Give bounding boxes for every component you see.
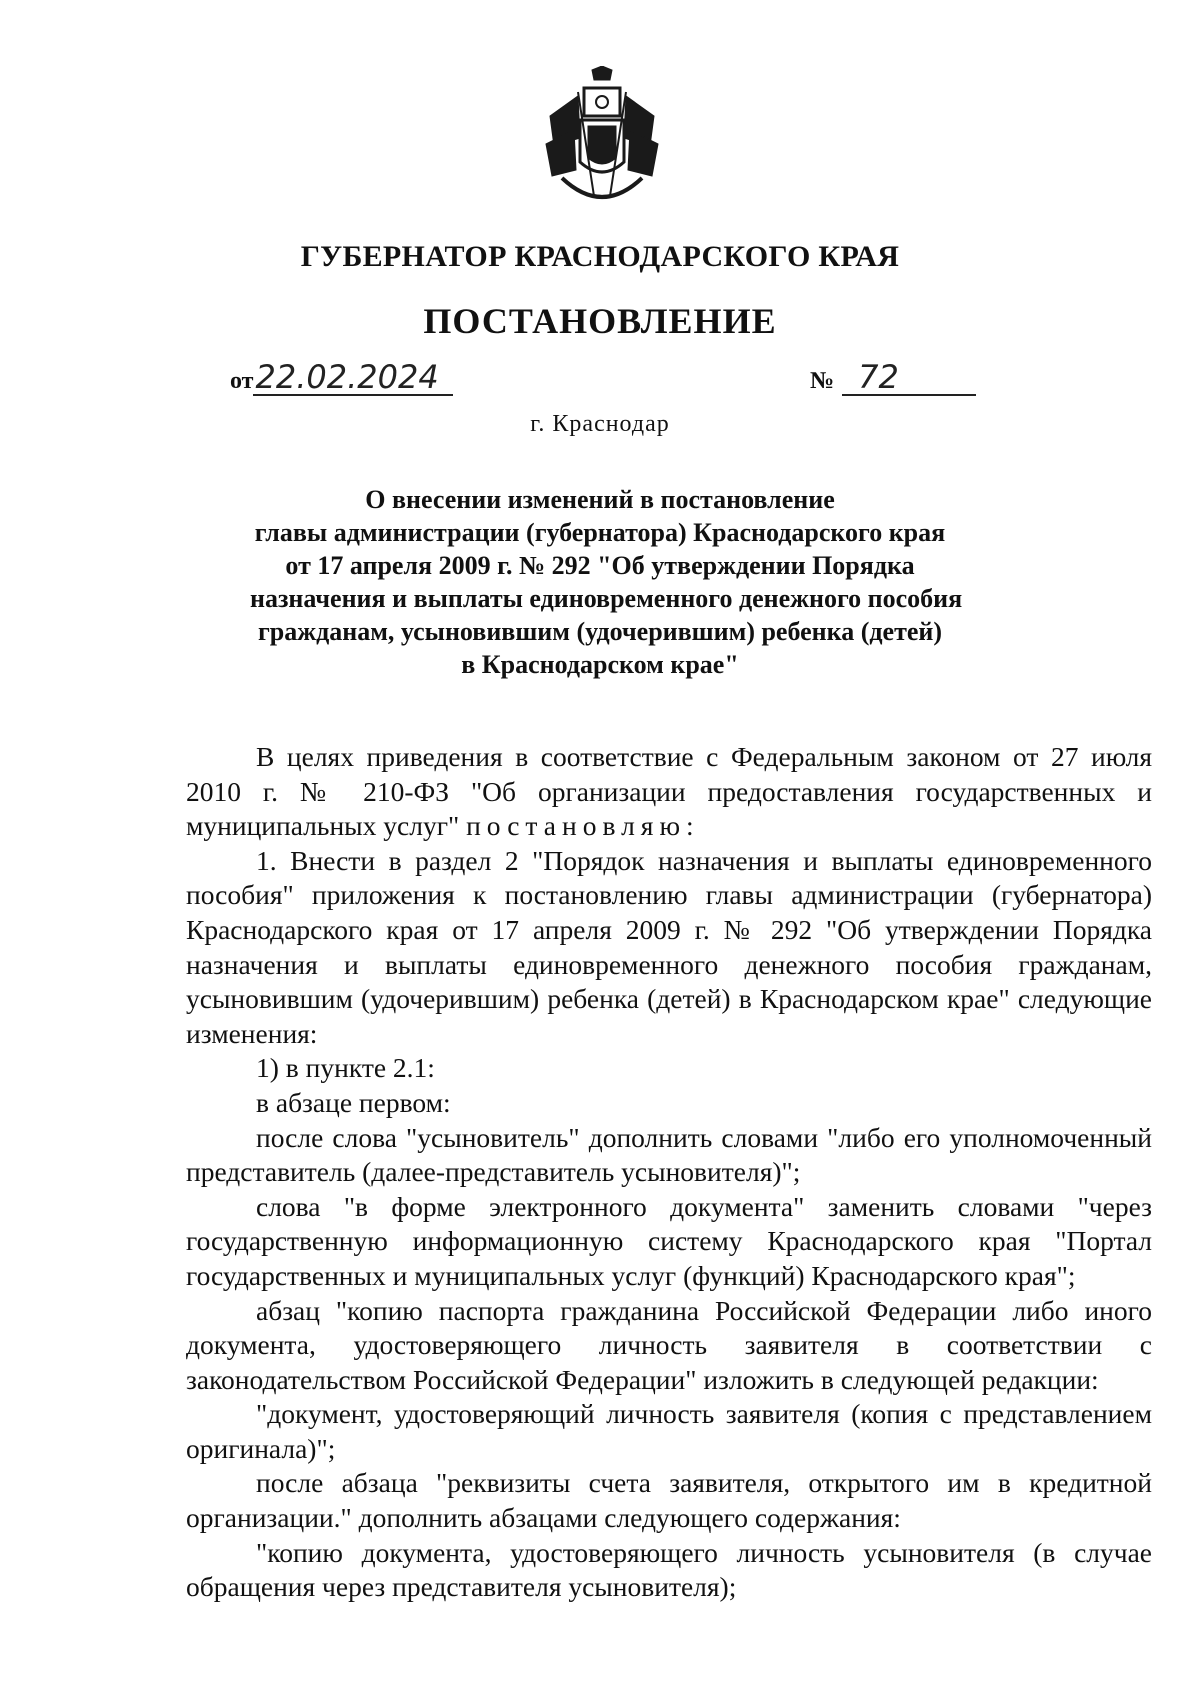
date-label: от — [230, 368, 254, 394]
paragraph-text: В целях приведения в соответствие с Федеральным законом от 27 июля 2010 г. № 210-ФЗ "Об организации предоставления государственных и муниципальных услуг" — [186, 741, 1152, 842]
paragraph: 1. Внести в раздел 2 "Порядок назначения и выплаты единовременного пособия" приложения к постановлению главы администрации (губернатора) Краснодарского края от 17 апреля 2009 г. № 292 "Об утверждении Порядка назначения и выплаты единовременного денежного пособия гражданам, усыновившим (удочерившим) ребенка (детей) в Краснодарском крае" следующие изменения: — [186, 844, 1152, 1049]
paragraph: абзац "копию паспорта гражданина Российской Федерации либо иного документа, удостоверяющего личность заявителя в соответствии с законодательством Российской Федерации" изложить в следующей редакции: — [186, 1294, 1152, 1395]
paragraph: после слова "усыновитель" дополнить словами "либо его уполномоченный представитель (далее-представитель усыновителя)"; — [186, 1121, 1152, 1188]
title-line: в Краснодарском крае" — [461, 650, 739, 679]
paragraph: в абзаце первом: — [256, 1086, 451, 1118]
paragraph: 1) в пункте 2.1: — [256, 1052, 435, 1084]
title-line: главы администрации (губернатора) Краснодарского края — [254, 518, 946, 547]
governor-heading: ГУБЕРНАТОР КРАСНОДАРСКОГО КРАЯ — [300, 240, 900, 273]
paragraph: слова "в форме электронного документа" заменить словами "через государственную информационную систему Краснодарского края "Портал государственных и муниципальных услуг (функций) Краснодарского края"; — [186, 1190, 1152, 1291]
document-body — [186, 740, 1152, 1605]
resolution-word: постановляю: — [466, 810, 700, 842]
title-line: гражданам, усыновившим (удочерившим) ребенка (детей) — [257, 617, 943, 646]
title-line: от 17 апреля 2009 г. № 292 "Об утверждении Порядка — [285, 551, 915, 580]
title-line: назначения и выплаты единовременного денежного пособия — [250, 584, 963, 613]
number-label: № — [810, 368, 835, 394]
document-type-heading: ПОСТАНОВЛЕНИЕ — [423, 301, 777, 341]
handwritten-date: 22.02.2024 — [253, 360, 452, 396]
city-line: г. Краснодар — [530, 411, 670, 437]
document-date — [230, 360, 453, 396]
coat-of-arms-emblem — [540, 66, 664, 214]
handwritten-number: 72 — [842, 360, 976, 396]
document-number — [810, 360, 976, 396]
paragraph: после абзаца "реквизиты счета заявителя, открытого им в кредитной организации." дополнить абзацами следующего содержания: — [186, 1467, 1152, 1534]
document-title — [250, 483, 963, 681]
paragraph: "копию документа, удостоверяющего личность усыновителя (в случае обращения через представителя усыновителя); — [186, 1536, 1152, 1603]
title-line: О внесении изменений в постановление — [365, 485, 835, 514]
paragraph: "документ, удостоверяющий личность заявителя (копия с представлением оригинала)"; — [186, 1398, 1152, 1464]
paragraph — [186, 740, 1152, 844]
